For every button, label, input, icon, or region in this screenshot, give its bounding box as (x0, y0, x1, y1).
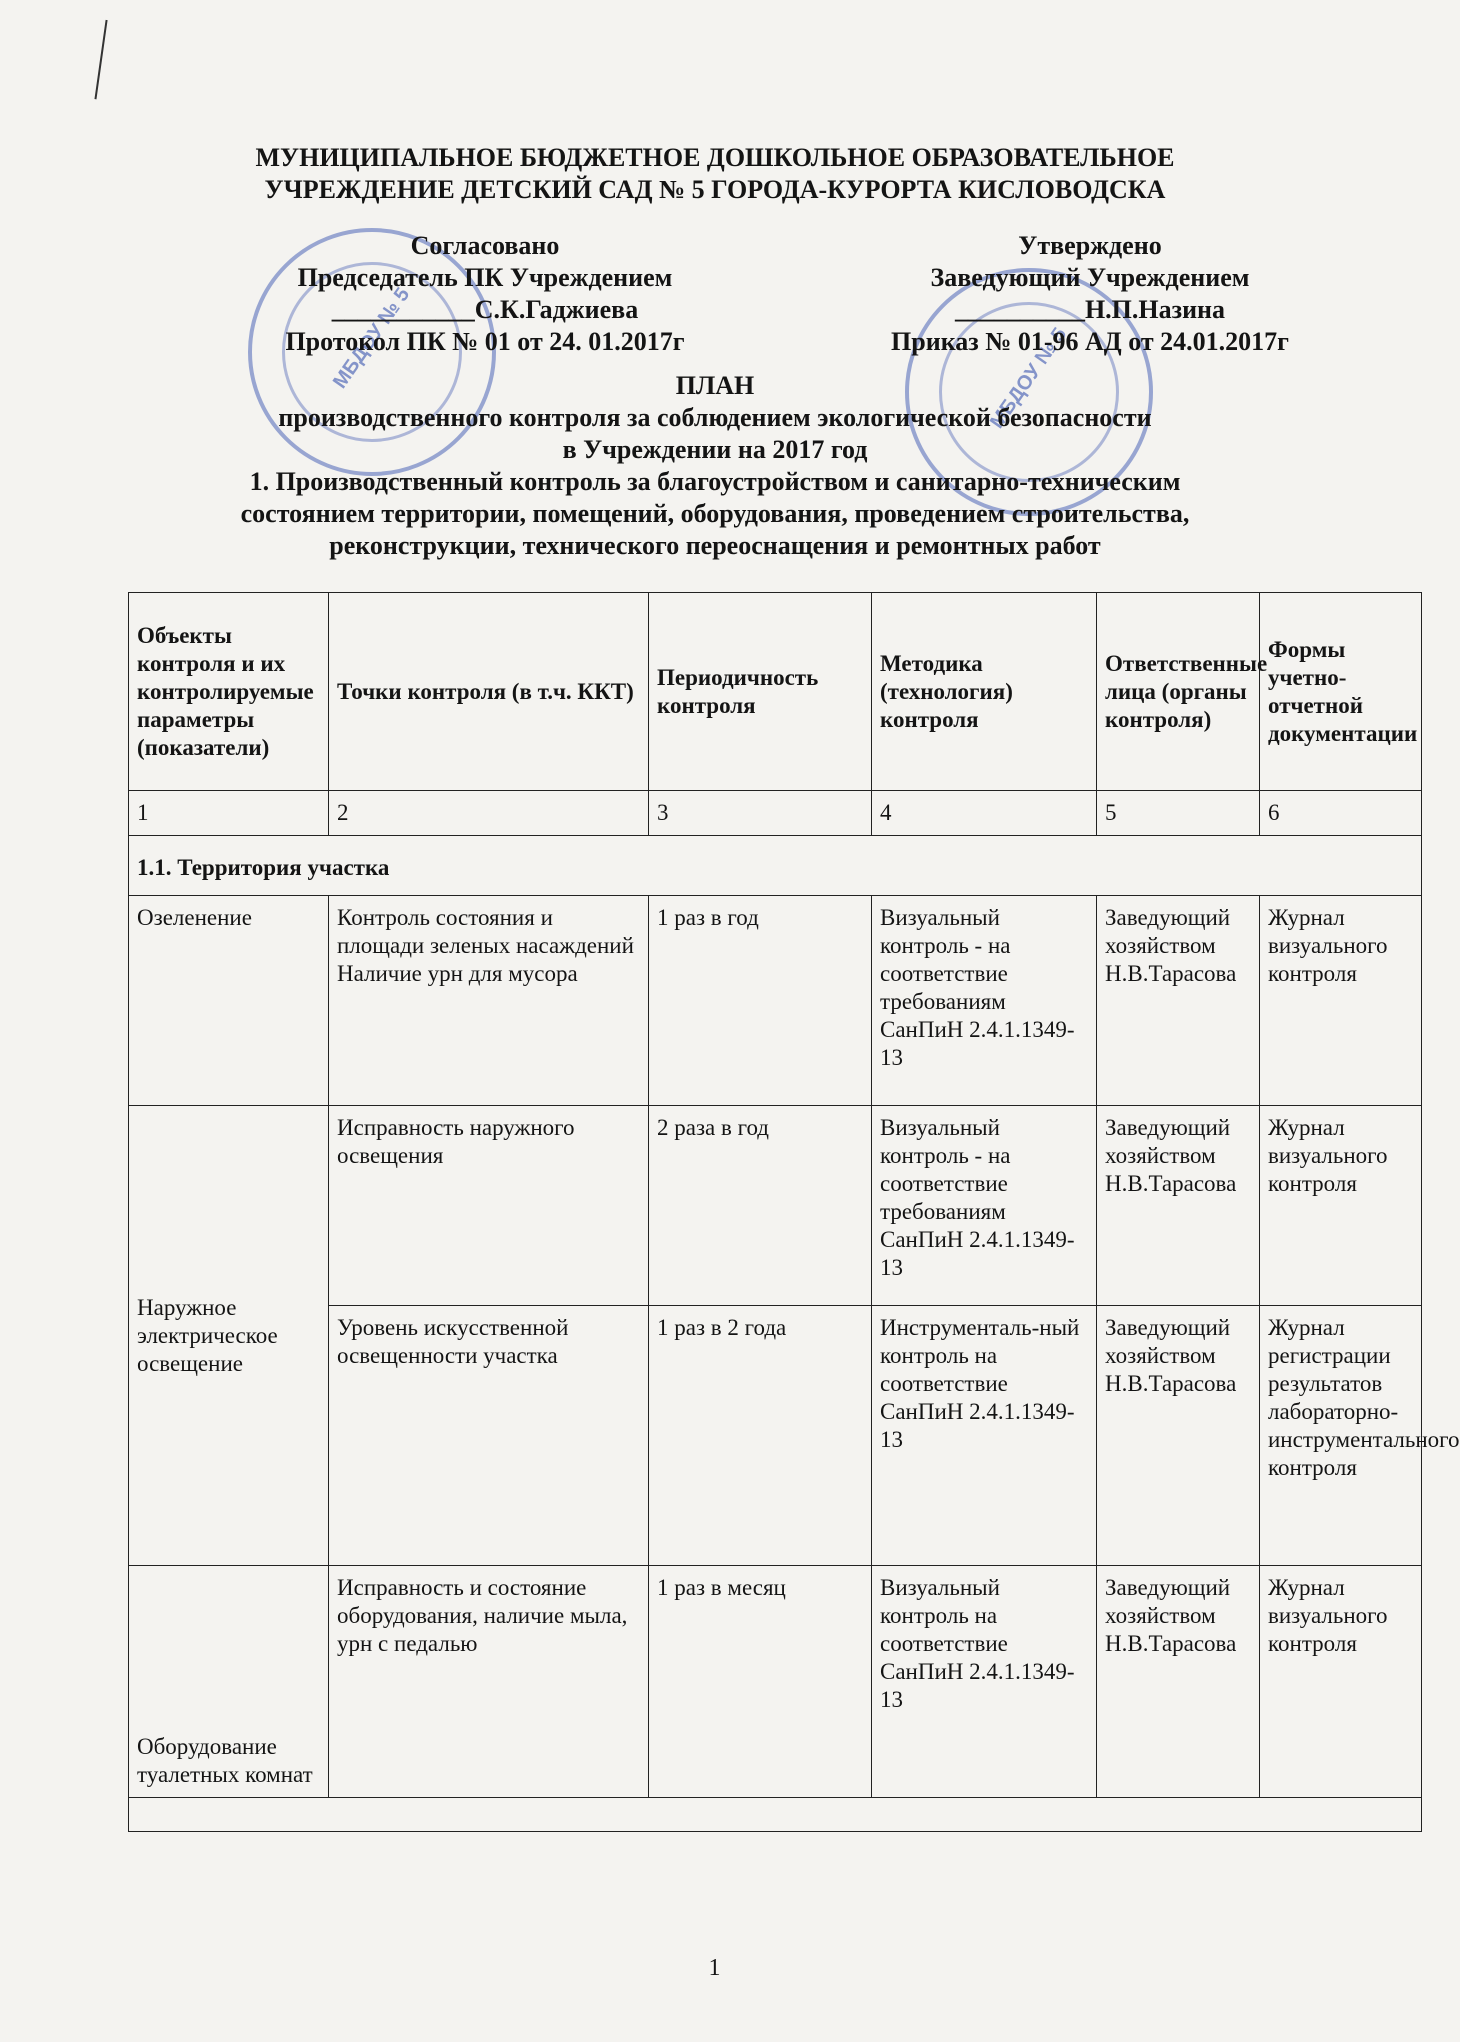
header-cell: Объекты контроля и их контролируемые параметры (показатели) (129, 593, 329, 791)
approval-left-line-1: Согласовано (410, 231, 560, 260)
empty-cell (129, 1798, 1422, 1832)
plan-line-2: производственного контроля за соблюдением экологической безопасности (278, 403, 1152, 432)
approval-right-line-2: Заведующий Учреждением (930, 263, 1250, 292)
method-cell: Визуальный контроль - на соответствие требованиям СанПиН 2.4.1.1349-13 (872, 1106, 1097, 1306)
approval-left-line-4: Протокол ПК № 01 от 24. 01.2017г (285, 327, 685, 356)
right-seal-text: МБДОУ № 5 (985, 323, 1072, 433)
approval-left-line-2: Председатель ПК Учреждением (297, 263, 673, 292)
method-cell: Инструменталь-ный контроль на соответствие СанПиН 2.4.1.1349-13 (872, 1306, 1097, 1566)
responsible-cell: Заведующий хозяйством Н.В.Тарасова (1097, 1106, 1260, 1306)
column-number-row (129, 791, 1422, 836)
column-number: 6 (1260, 791, 1422, 836)
section-row (129, 836, 1422, 896)
object-cell: Озеленение (129, 896, 329, 1106)
table-header-row (129, 593, 1422, 791)
approval-right-line-3: __________Н.П.Назина (954, 295, 1226, 324)
plan-line-6: реконструкции, технического переоснащения и ремонтных работ (329, 531, 1101, 560)
plan-line-3: в Учреждении на 2017 год (562, 435, 868, 464)
header-cell: Формы учетно-отчетной документации (1260, 593, 1422, 791)
period-cell: 1 раз в месяц (649, 1566, 872, 1798)
period-cell: 1 раз в год (649, 896, 872, 1106)
point-cell: Уровень искусственной освещенности участка (329, 1306, 649, 1566)
point-cell: Исправность наружного освещения (329, 1106, 649, 1306)
scan-mark (94, 20, 113, 100)
approval-right-line-1: Утверждено (1018, 231, 1162, 260)
header-cell: Ответственные лица (органы контроля) (1097, 593, 1260, 791)
plan-line-4: 1. Производственный контроль за благоустройством и санитарно-техническим (249, 467, 1181, 496)
column-number: 4 (872, 791, 1097, 836)
doc-cell: Журнал визуального контроля (1260, 1566, 1422, 1798)
responsible-cell: Заведующий хозяйством Н.В.Тарасова (1097, 1306, 1260, 1566)
point-cell: Исправность и состояние оборудования, наличие мыла, урн с педалью (329, 1566, 649, 1798)
control-plan-table (128, 592, 1460, 1832)
method-cell: Визуальный контроль - на соответствие требованиям СанПиН 2.4.1.1349-13 (872, 896, 1097, 1106)
column-number: 5 (1097, 791, 1260, 836)
header-cell: Периодичность контроля (649, 593, 872, 791)
column-number: 1 (129, 791, 329, 836)
approval-block-left (245, 230, 725, 358)
header-cell: Методика (технология) контроля (872, 593, 1097, 791)
section-title: 1.1. Территория участка (129, 836, 1422, 896)
period-cell: 2 раза в год (649, 1106, 872, 1306)
header-cell: Точки контроля (в т.ч. ККТ) (329, 593, 649, 791)
org-line-1: МУНИЦИПАЛЬНОЕ БЮДЖЕТНОЕ ДОШКОЛЬНОЕ ОБРАЗОВАТЕЛЬНОЕ (255, 143, 1175, 172)
doc-cell: Журнал визуального контроля (1260, 1106, 1422, 1306)
empty-row (129, 1798, 1422, 1832)
column-number: 2 (329, 791, 649, 836)
responsible-cell: Заведующий хозяйством Н.В.Тарасова (1097, 896, 1260, 1106)
table-row (129, 1106, 1422, 1306)
plan-title: ПЛАН (675, 371, 755, 400)
left-seal-text: МБДОУ № 5 (328, 283, 415, 393)
table-row (129, 896, 1422, 1106)
plan-title-block (130, 370, 1300, 562)
point-cell: Контроль состояния и площади зеленых насаждений Наличие урн для мусора (329, 896, 649, 1106)
object-cell: Наружное электрическое освещение (129, 1106, 329, 1566)
plan-line-5: состоянием территории, помещений, оборудования, проведением строительства, (240, 499, 1190, 528)
approval-left-line-3: ___________С.К.Гаджиева (331, 295, 639, 324)
period-cell: 1 раз в 2 года (649, 1306, 872, 1566)
approval-right-line-4: Приказ № 01-96 АД от 24.01.2017г (891, 327, 1289, 356)
responsible-cell: Заведующий хозяйством Н.В.Тарасова (1097, 1566, 1260, 1798)
doc-cell: Журнал визуального контроля (1260, 896, 1422, 1106)
column-number: 3 (649, 791, 872, 836)
page-number: 1 (708, 1955, 721, 1981)
table-row (129, 1566, 1422, 1798)
object-cell: Оборудование туалетных комнат (129, 1566, 329, 1798)
organization-header (130, 142, 1300, 206)
approval-block-right (880, 230, 1300, 358)
org-line-2: УЧРЕЖДЕНИЕ ДЕТСКИЙ САД № 5 ГОРОДА-КУРОРТА КИСЛОВОДСКА (264, 175, 1166, 204)
method-cell: Визуальный контроль на соответствие СанПиН 2.4.1.1349-13 (872, 1566, 1097, 1798)
doc-cell: Журнал регистрации результатов лабораторно-инструментального контроля (1260, 1306, 1422, 1566)
